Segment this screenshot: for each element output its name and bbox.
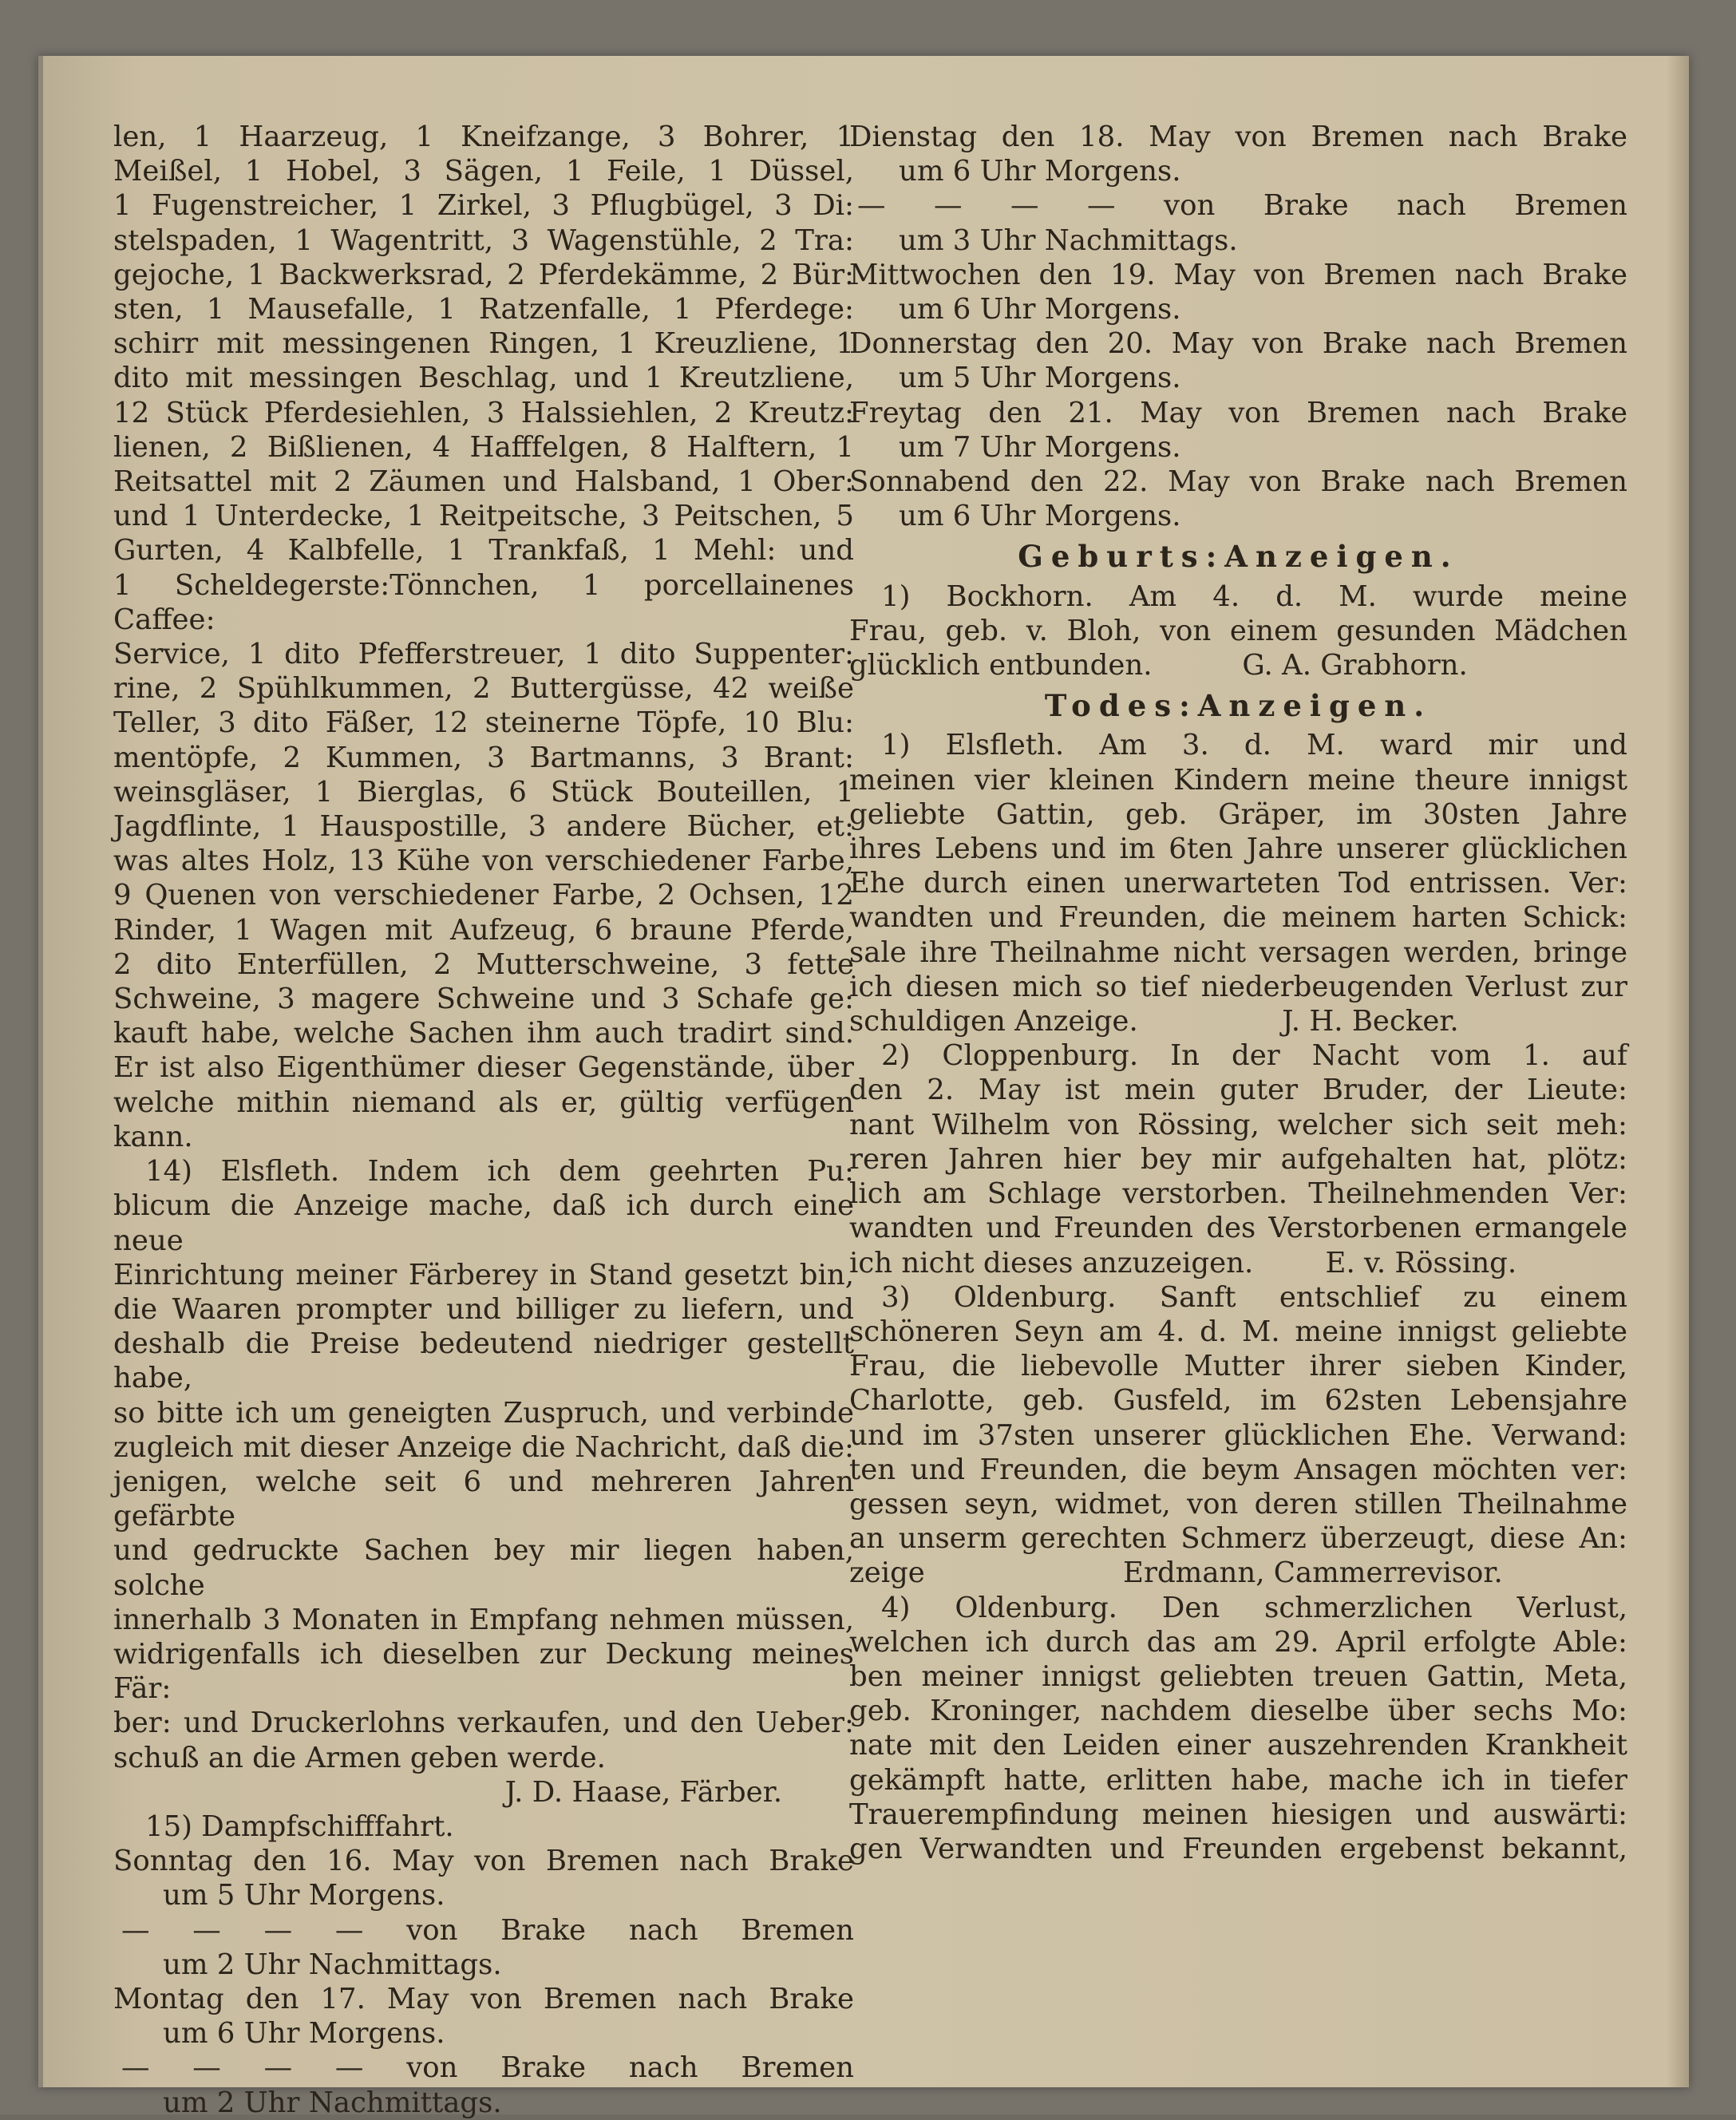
text-line: kann. [113, 1120, 193, 1153]
births-heading: Geburts:Anzeigen. [1018, 539, 1459, 575]
notice-lead-line: 3) Oldenburg. Sanft entschlief zu einem [881, 1280, 1627, 1314]
text-line: Schweine, 3 magere Schweine und 3 Schafe ge: [113, 983, 854, 1016]
deaths-heading: Todes:Anzeigen. [1044, 688, 1433, 724]
schedule-time: um 2 Uhr Nachmittags. [163, 2086, 502, 2119]
text-line: wandten und Freunden, die meinem harten Schick: [849, 901, 1627, 935]
text-line: 9 Quenen von verschiedener Farbe, 2 Ochsen, 12 [113, 879, 854, 912]
text-line: jenigen, welche seit 6 und mehreren Jahren gefärbte [113, 1465, 854, 1533]
notice-lead-line: 1) Bockhorn. Am 4. d. M. wurde meine [881, 579, 1627, 613]
text-line: an unserm gerechten Schmerz überzeugt, diese An: [849, 1522, 1627, 1556]
text-line: welche mithin niemand als er, gültig verfügen [113, 1086, 854, 1119]
text-line: Er ist also Eigenthümer dieser Gegenstände, über [113, 1051, 854, 1085]
schedule-line: — — — — von Brake nach Bremen [121, 2051, 854, 2085]
text-line: ich nicht dieses anzuzeigen. E. v. Rössing. [849, 1246, 1517, 1280]
schedule-time: um 5 Uhr Morgens. [163, 1879, 445, 1912]
text-line: kauft habe, welche Sachen ihm auch tradirt sind. [113, 1017, 854, 1050]
schedule-line: Montag den 17. May von Bremen nach Brake [113, 1982, 854, 2015]
text-line: widrigenfalls ich dieselben zur Deckung meines Fär: [113, 1637, 854, 1706]
text-line: was altes Holz, 13 Kühe von verschiedener Farbe, [113, 844, 854, 878]
death-notice-4 [849, 1591, 1627, 1867]
text-line: Einrichtung meiner Färberey in Stand gesetzt bin, [113, 1258, 854, 1291]
schedule-time: um 7 Uhr Morgens. [899, 430, 1181, 464]
notice-lead-line: 1) Elsfleth. Am 3. d. M. ward mir und [881, 729, 1627, 762]
text-line: dito mit messingen Beschlag, und 1 Kreutzliene, [113, 362, 854, 395]
schedule-line: Donnerstag den 20. May von Brake nach Bremen [849, 327, 1627, 361]
text-line: 12 Stück Pferdesiehlen, 3 Halssiehlen, 2 Kreutz: [113, 396, 854, 429]
text-line: 2 dito Enterfüllen, 2 Mutterschweine, 3 fette [113, 947, 854, 981]
notice-lead-line: 2) Cloppenburg. In der Nacht vom 1. auf [881, 1039, 1627, 1073]
text-line: Reitsattel mit 2 Zäumen und Halsband, 1 Ober: [113, 465, 854, 499]
schedule-line: Mittwochen den 19. May von Bremen nach Brake [849, 258, 1627, 291]
text-line: lich am Schlage verstorben. Theilnehmenden Ver: [849, 1177, 1627, 1211]
page-edge-shadow [1667, 56, 1689, 2087]
left-column [113, 120, 854, 2120]
text-line: ten und Freunden, die beym Ansagen möchten ver: [849, 1453, 1627, 1486]
text-line: schuß an die Armen geben werde. [113, 1741, 606, 1774]
schedule-time: um 6 Uhr Morgens. [899, 500, 1181, 533]
notice-heading: 15) Dampfschifffahrt. [145, 1810, 454, 1843]
steamship-schedule-continued [849, 120, 1627, 533]
text-line: Frau, die liebevolle Mutter ihrer sieben Kinder, [849, 1350, 1627, 1383]
text-line: zeige Erdmann, Cammerrevisor. [849, 1556, 1503, 1590]
text-line: gen Verwandten und Freunden ergebenst bekannt, [849, 1832, 1627, 1865]
text-line: weinsgläser, 1 Bierglas, 6 Stück Bouteillen, 1 [113, 775, 854, 809]
text-line: 1 Fugenstreicher, 1 Zirkel, 3 Pflugbügel, 3 Di: [113, 189, 854, 223]
text-line: stelspaden, 1 Wagentritt, 3 Wagenstühle, 2 Tra: [113, 223, 854, 257]
text-line: Ehe durch einen unerwarteten Tod entrissen. Ver: [849, 867, 1627, 900]
schedule-line: Dienstag den 18. May von Bremen nach Brake [849, 121, 1627, 153]
schedule-time: um 6 Uhr Morgens. [163, 2017, 445, 2051]
text-line: Service, 1 dito Pfefferstreuer, 1 dito Suppenter: [113, 638, 854, 671]
text-line: ich diesen mich so tief niederbeugenden Verlust zur [849, 970, 1627, 1003]
schedule-time: um 2 Uhr Nachmittags. [163, 1948, 502, 1981]
text-line: Charlotte, geb. Gusfeld, im 62sten Lebensjahre [849, 1384, 1627, 1418]
text-line: sale ihre Theilnahme nicht versagen werden, bringe [849, 935, 1627, 969]
text-line: und im 37sten unserer glücklichen Ehe. Verwand: [849, 1418, 1627, 1452]
text-line: deshalb die Preise bedeutend niedriger gestellt habe, [113, 1327, 854, 1395]
text-line: wandten und Freunden des Verstorbenen ermangele [849, 1212, 1627, 1245]
text-line: schirr mit messingenen Ringen, 1 Kreuzliene, 1 [113, 327, 854, 361]
text-line: zugleich mit dieser Anzeige die Nachricht, daß die: [113, 1430, 854, 1464]
text-line: und 1 Unterdecke, 1 Reitpeitsche, 3 Peitschen, 5 [113, 500, 854, 533]
text-line: Jagdflinte, 1 Hauspostille, 3 andere Bücher, et: [113, 810, 854, 844]
text-line: len, 1 Haarzeug, 1 Kneifzange, 3 Bohrer, 1 [113, 121, 854, 153]
schedule-time: um 6 Uhr Morgens. [899, 155, 1181, 188]
text-line: reren Jahren hier bey mir aufgehalten hat, plötz: [849, 1142, 1627, 1176]
text-line: nant Wilhelm von Rössing, welcher sich seit meh: [849, 1108, 1627, 1141]
text-line: mentöpfe, 2 Kummen, 3 Bartmanns, 3 Brant: [113, 741, 854, 774]
text-line: gessen seyn, widmet, von deren stillen Theilnahme [849, 1487, 1627, 1521]
schedule-line: Freytag den 21. May von Bremen nach Brake [849, 396, 1627, 429]
birth-notice-1 [849, 579, 1627, 683]
death-notice-1 [849, 728, 1627, 1038]
text-line: geliebte Gattin, geb. Gräper, im 30sten Jahre [849, 797, 1627, 831]
text-line: ihres Lebens und im 6ten Jahre unserer glücklichen [849, 833, 1627, 866]
newspaper-page [38, 56, 1689, 2119]
death-notice-3 [849, 1280, 1627, 1591]
text-line: rine, 2 Spühlkummen, 2 Buttergüsse, 42 weiße [113, 672, 854, 706]
text-line: Gurten, 4 Kalbfelle, 1 Trankfaß, 1 Mehl: und [113, 534, 854, 568]
text-line: Rinder, 1 Wagen mit Aufzeug, 6 braune Pferde, [113, 913, 854, 947]
text-line: den 2. May ist mein guter Bruder, der Lieute: [849, 1074, 1627, 1107]
schedule-line: Sonnabend den 22. May von Brake nach Bremen [849, 465, 1627, 499]
text-line: 1 Scheldegerste:Tönnchen, 1 porcellainenes Caffee: [113, 568, 854, 636]
text-line: nate mit den Leiden einer auszehrenden Krankheit [849, 1729, 1627, 1762]
text-line: schuldigen Anzeige. J. H. Becker. [849, 1005, 1459, 1038]
death-notice-2 [849, 1038, 1627, 1280]
notice-lead-line: 4) Oldenburg. Den schmerzlichen Verlust, [881, 1591, 1627, 1624]
text-line: ber: und Druckerlohns verkaufen, und den Ueber: [113, 1707, 854, 1740]
text-line: so bitte ich um geneigten Zuspruch, und verbinde [113, 1396, 854, 1430]
text-line: Trauerempfindung meinen hiesigen und auswärti: [849, 1798, 1627, 1831]
text-line: Meißel, 1 Hobel, 3 Sägen, 1 Feile, 1 Düssel, [113, 155, 854, 188]
signature: J. D. Haase, Färber. [504, 1775, 782, 1809]
notice-15-steamship [113, 1810, 854, 2120]
text-line: Frau, geb. v. Bloh, von einem gesunden Mädchen [849, 614, 1627, 647]
schedule-time: um 3 Uhr Nachmittags. [899, 223, 1238, 257]
schedule-time: um 5 Uhr Morgens. [899, 362, 1181, 395]
item-list-continuation [113, 120, 854, 1154]
text-line: ben meiner innigst geliebten treuen Gattin, Meta, [849, 1659, 1627, 1693]
text-line: lienen, 2 Bißlienen, 4 Hafffelgen, 8 Halftern, 1 [113, 430, 854, 464]
right-column [849, 120, 1627, 1866]
text-line: die Waaren prompter und billiger zu liefern, und [113, 1292, 854, 1326]
text-line: geb. Kroninger, nachdem dieselbe über sechs Mo: [849, 1695, 1627, 1728]
schedule-line: Sonntag den 16. May von Bremen nach Brake [113, 1845, 854, 1878]
text-line: meinen vier kleinen Kindern meine theure innigst [849, 763, 1627, 797]
schedule-time: um 6 Uhr Morgens. [899, 293, 1181, 326]
schedule-line: — — — — von Brake nach Bremen [121, 1913, 854, 1947]
text-line: welchen ich durch das am 29. April erfolgte Able: [849, 1625, 1627, 1659]
schedule-line: — — — — von Brake nach Bremen [857, 189, 1627, 223]
text-line: sten, 1 Mausefalle, 1 Ratzenfalle, 1 Pferdege: [113, 293, 854, 326]
text-line: blicum die Anzeige mache, daß ich durch eine neue [113, 1189, 854, 1257]
text-line: gejoche, 1 Backwerksrad, 2 Pferdekämme, 2 Bür: [113, 258, 854, 291]
text-line: innerhalb 3 Monaten in Empfang nehmen müssen, [113, 1603, 854, 1636]
text-line: schöneren Seyn am 4. d. M. meine innigst geliebte [849, 1315, 1627, 1348]
text-line: und gedruckte Sachen bey mir liegen haben, solche [113, 1534, 854, 1602]
text-line: gekämpft hatte, erlitten habe, mache ich in tiefer [849, 1763, 1627, 1797]
text-line: Teller, 3 dito Fäßer, 12 steinerne Töpfe, 10 Blu: [113, 706, 854, 740]
text-line: glücklich entbunden. G. A. Grabhorn. [849, 649, 1468, 682]
notice-14-elsfleth [113, 1154, 854, 1810]
notice-lead-line: 14) Elsfleth. Indem ich dem geehrten Pu: [145, 1155, 854, 1189]
